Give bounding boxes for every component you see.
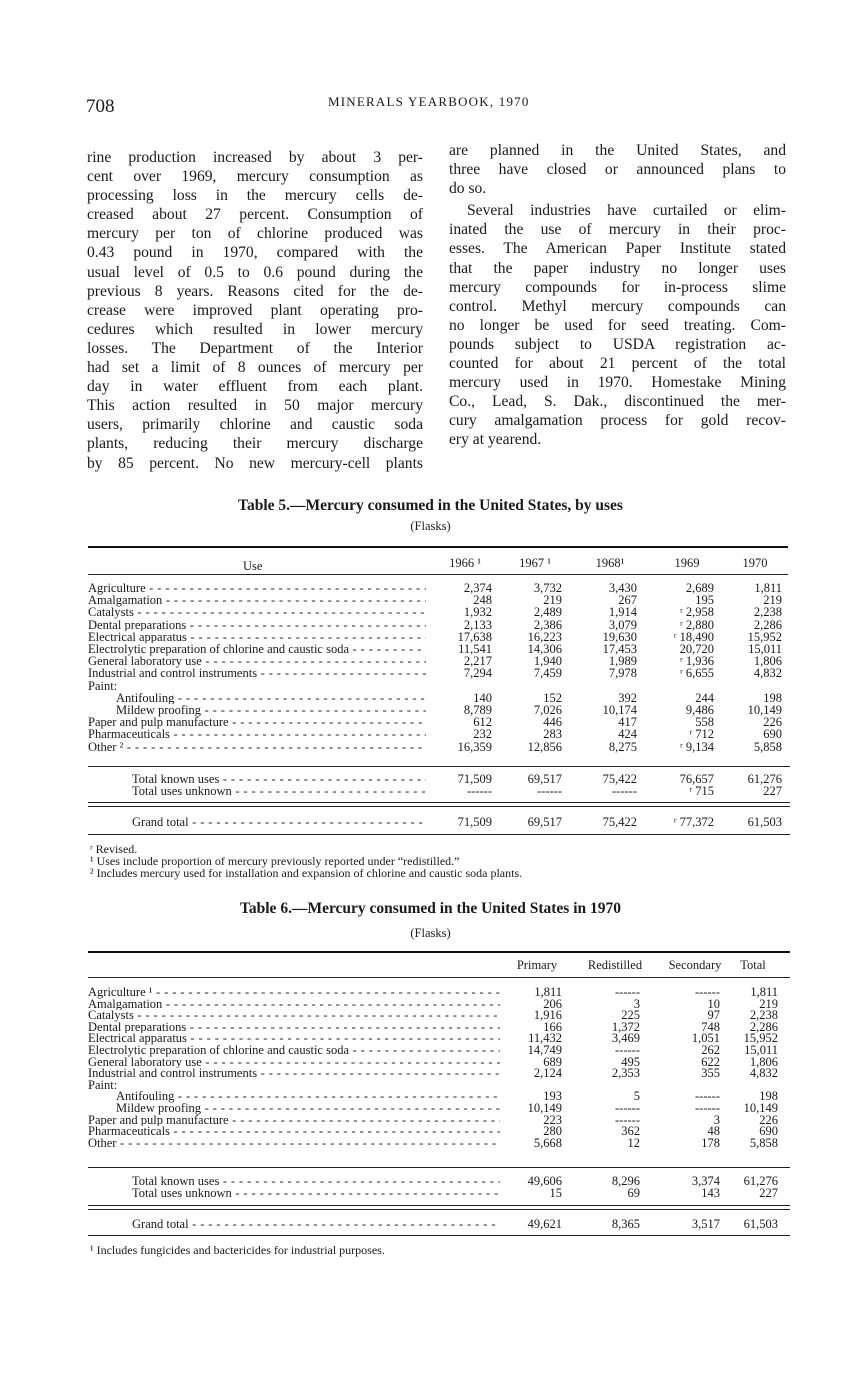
cell-value: 219 [543, 593, 562, 608]
page-number: 708 [86, 96, 115, 117]
row-label: Catalysts - - - [88, 1009, 500, 1022]
cell-value: ------ [615, 1112, 640, 1127]
table-row [88, 680, 826, 693]
cell-value: 267 [618, 593, 637, 608]
row-label: Grand total - - - [88, 1218, 500, 1231]
cell-value: 8,296 [611, 1174, 640, 1188]
cell-value: 3,079 [608, 617, 637, 632]
table5-use-header: Use [243, 559, 263, 573]
cell-value: 622 [701, 1054, 720, 1069]
cell-value: 3,732 [533, 581, 562, 595]
cell-value: 61,503 [747, 815, 782, 829]
cell-value: 17,453 [602, 642, 637, 656]
text-line: Several industries have curtailed or elim- [467, 202, 786, 220]
text-line: ery at yearend. [449, 431, 542, 449]
text-line: previous 8 years. Reasons cited for the de- [87, 282, 423, 300]
row-label: Pharmaceuticals - - - [88, 1125, 500, 1138]
text-line: This action resulted in 50 major mercury [87, 397, 423, 415]
text-line: rine production increased by about 3 per- [87, 149, 423, 166]
cell-value: 8,789 [463, 703, 492, 717]
column-header: 1967 ¹ [519, 556, 551, 570]
cell-value: 69,517 [527, 815, 562, 829]
cell-value: 206 [543, 996, 562, 1011]
text-line: 0.43 pound in 1970, compared with the [87, 244, 423, 262]
table-row [88, 1187, 861, 1200]
cell-value: 75,422 [602, 772, 637, 786]
cell-value: 2,286 [749, 1019, 778, 1034]
row-label: Industrial and control instruments - - - [88, 667, 426, 680]
table-row [88, 606, 826, 619]
text-line: that the paper industry no longer uses [449, 259, 786, 277]
cell-value: 61,503 [743, 1217, 778, 1231]
cell-value: 195 [695, 593, 714, 608]
cell-value: 5 [633, 1089, 640, 1104]
cell-value: 15 [549, 1185, 562, 1200]
cell-value: 48 [707, 1124, 720, 1139]
table-bottom-rule [88, 1235, 790, 1236]
text-line: do so. [449, 180, 487, 198]
cell-value: 4,832 [753, 666, 782, 681]
table-row [88, 816, 826, 829]
row-label: General laboratory use - - - [88, 1056, 500, 1069]
row-label: Total known uses - - - [88, 773, 426, 786]
cell-value: 7,294 [463, 666, 492, 681]
row-label: Dental preparations - - - [88, 619, 426, 632]
text-line: usual level of 0.5 to 0.6 pound during the [87, 263, 423, 281]
cell-value: ʳ 712 [689, 727, 714, 742]
cell-value: 14,306 [527, 642, 562, 656]
text-line: pounds subject to USDA registration ac- [449, 335, 786, 353]
row-label: Total uses unknown - - - [88, 785, 426, 798]
footnote: ʳ Revised. [90, 842, 138, 856]
cell-value: 198 [763, 690, 782, 705]
cell-value: ʳ 6,655 [680, 666, 714, 681]
cell-value: ʳ 18,490 [673, 629, 714, 644]
text-line: cedures which resulted in lower mercury [87, 320, 423, 338]
row-label: Paint: [88, 679, 118, 693]
cell-value: 2,286 [753, 617, 782, 632]
table6-title: Table 6.—Mercury consumed in the United States in 1970 [239, 900, 622, 917]
cell-value: 226 [763, 715, 782, 730]
cell-value: 2,489 [533, 605, 562, 620]
cell-value: 8,365 [611, 1217, 640, 1231]
cell-value: 1,811 [534, 985, 562, 999]
row-label: Dental preparations - - - [88, 1021, 500, 1034]
grand-total-rule [88, 802, 790, 807]
cell-value: ʳ 9,134 [680, 739, 714, 754]
cell-value: 5,858 [749, 1135, 778, 1150]
cell-value: 71,509 [457, 772, 492, 786]
cell-value: 689 [543, 1054, 562, 1069]
table-row [88, 1137, 861, 1150]
cell-value: ʳ 2,958 [680, 605, 714, 620]
cell-value: 5,858 [753, 739, 782, 754]
cell-value: 612 [473, 715, 492, 730]
table-row [88, 785, 826, 798]
cell-value: 219 [763, 593, 782, 608]
footnote: ¹ Uses include proportion of mercury previously reported under “redistilled.” [90, 854, 460, 868]
text-line: creased about 27 percent. Consumption of [87, 206, 423, 224]
cell-value: 2,133 [463, 617, 492, 632]
footnote: ² Includes mercury used for installation and expansion of chlorine and caustic soda plants. [90, 866, 523, 880]
cell-value: 3,517 [691, 1217, 720, 1231]
column-header: 1970 [742, 556, 768, 570]
cell-value: 1,372 [611, 1019, 640, 1034]
cell-value: ------ [695, 985, 720, 999]
cell-value: 17,638 [457, 629, 492, 644]
cell-value: 392 [618, 690, 637, 705]
cell-value: 424 [618, 727, 637, 742]
table5-top-rule [88, 546, 788, 548]
body-text-left-column [87, 148, 423, 473]
row-label: Mildew proofing - - - [88, 704, 426, 717]
cell-value: 49,621 [527, 1217, 562, 1231]
cell-value: ʳ 2,880 [680, 617, 714, 632]
cell-value: ʳ 1,936 [680, 654, 714, 669]
cell-value: 10 [707, 996, 720, 1011]
row-label: Agriculture ¹ - - - [88, 986, 500, 999]
cell-value: 3 [713, 1112, 720, 1127]
cell-value: 9,486 [685, 703, 714, 717]
cell-value: 178 [701, 1135, 720, 1150]
table-bottom-rule [88, 834, 790, 835]
table-row [88, 643, 826, 656]
cell-value: 355 [701, 1066, 720, 1081]
table-row [88, 619, 826, 632]
cell-value: 140 [473, 690, 492, 705]
body-text-right-column [449, 141, 786, 450]
table6-unit: (Flasks) [410, 926, 451, 940]
row-label: Other - - - [88, 1137, 500, 1150]
column-header: Primary [516, 958, 558, 972]
cell-value: 3,374 [691, 1174, 720, 1188]
cell-value: 1,806 [753, 654, 782, 669]
cell-value: 16,223 [527, 629, 562, 644]
cell-value: 558 [695, 715, 714, 730]
totals-rule [88, 766, 790, 767]
cell-value: 219 [759, 996, 778, 1011]
cell-value: 5,668 [533, 1135, 562, 1150]
text-line: mercury per ton of chlorine produced was [87, 225, 423, 243]
cell-value: 495 [621, 1054, 640, 1069]
cell-value: 2,353 [611, 1066, 640, 1081]
cell-value: 15,011 [748, 642, 782, 656]
cell-value: 3 [633, 996, 640, 1011]
cell-value: 248 [473, 593, 492, 608]
cell-value: 15,952 [747, 629, 782, 644]
cell-value: 283 [543, 727, 562, 742]
cell-value: 69,517 [527, 772, 562, 786]
text-line: Co., Lead, S. Dak., discontinued the mer- [449, 393, 786, 411]
table-row [88, 667, 826, 680]
cell-value: 10,174 [602, 703, 637, 717]
text-line: processing loss in the mercury cells de- [87, 187, 423, 205]
cell-value: 69 [627, 1185, 640, 1200]
column-header: 1968¹ [595, 556, 625, 570]
text-line: control. Methyl mercury compounds can [449, 297, 786, 315]
cell-value: 12 [627, 1135, 640, 1150]
cell-value: 166 [543, 1019, 562, 1034]
row-label: Electrical apparatus - - - [88, 1032, 500, 1045]
column-header: 1969 [674, 556, 700, 570]
cell-value: ʳ 715 [689, 784, 714, 799]
text-line: had set a limit of 8 ounces of mercury per [87, 359, 423, 377]
row-label: Paint: [88, 1078, 118, 1092]
table-row [88, 594, 826, 607]
row-label: Electrolytic preparation of chlorine and caustic soda - - - [88, 1044, 500, 1057]
row-label: General laboratory use - - - [88, 655, 426, 668]
table-row [88, 692, 826, 705]
cell-value: 1,806 [749, 1054, 778, 1069]
cell-value: 10,149 [747, 703, 782, 717]
cell-value: 362 [621, 1124, 640, 1139]
cell-value: 2,386 [533, 617, 562, 632]
cell-value: 14,749 [527, 1043, 562, 1057]
cell-value: 8,275 [608, 739, 637, 754]
column-header: 1966 ¹ [449, 556, 481, 570]
cell-value: 1,811 [754, 581, 782, 595]
cell-value: 143 [701, 1185, 720, 1200]
cell-value: 20,720 [679, 642, 714, 656]
row-label: Electrical apparatus - - - [88, 631, 426, 644]
cell-value: 1,916 [533, 1008, 562, 1023]
cell-value: 1,914 [608, 605, 637, 620]
text-line: losses. The Department of the Interior [87, 339, 423, 357]
row-label: Paper and pulp manufacture - - - [88, 716, 426, 729]
cell-value: 262 [701, 1043, 720, 1057]
cell-value: 225 [621, 1008, 640, 1023]
cell-value: 3,430 [608, 581, 637, 595]
row-label: Paper and pulp manufacture - - - [88, 1114, 500, 1127]
cell-value: ------ [612, 784, 637, 799]
cell-value: 227 [763, 784, 782, 799]
row-label: Amalgamation - - - [88, 998, 500, 1011]
cell-value: ------ [537, 784, 562, 799]
table6-top-rule [88, 951, 790, 953]
cell-value: 690 [759, 1124, 778, 1139]
cell-value: 16,359 [457, 739, 492, 754]
cell-value: 2,124 [533, 1066, 562, 1081]
row-label: Catalysts - - - [88, 606, 426, 619]
row-label: Mildew proofing - - - [88, 1102, 500, 1115]
cell-value: ------ [615, 985, 640, 999]
row-label: Industrial and control instruments - - - [88, 1067, 500, 1080]
cell-value: ------ [467, 784, 492, 799]
cell-value: 244 [695, 690, 714, 705]
cell-value: 7,459 [533, 666, 562, 681]
cell-value: 7,978 [608, 666, 637, 681]
cell-value: 232 [473, 727, 492, 742]
text-line: are planned in the United States, and [449, 142, 786, 159]
cell-value: 226 [759, 1112, 778, 1127]
text-line: counted for about 21 percent of the total [449, 355, 786, 373]
cell-value: 198 [759, 1089, 778, 1104]
cell-value: 97 [707, 1008, 720, 1023]
cell-value: 12,856 [527, 739, 562, 754]
column-header: Secondary [668, 958, 722, 972]
text-line: cury amalgamation process for gold recov- [449, 412, 786, 430]
table-row [88, 716, 826, 729]
row-label: Antifouling - - - [88, 1090, 500, 1103]
cell-value: 2,374 [463, 581, 492, 595]
cell-value: 61,276 [743, 1174, 778, 1188]
row-label: Total uses unknown - - - [88, 1187, 500, 1200]
cell-value: 193 [543, 1089, 562, 1104]
cell-value: 11,541 [458, 642, 492, 656]
cell-value: 2,238 [753, 605, 782, 620]
table5-header-rule [88, 574, 788, 575]
cell-value: 223 [543, 1112, 562, 1127]
table-row [88, 773, 826, 786]
cell-value: 1,940 [533, 654, 562, 669]
cell-value: 227 [759, 1185, 778, 1200]
cell-value: 4,832 [749, 1066, 778, 1081]
row-label: Amalgamation - - - [88, 594, 426, 607]
text-line: day in water effluent from each plant. [87, 378, 423, 396]
table-row [88, 655, 826, 668]
cell-value: 690 [763, 727, 782, 742]
cell-value: 446 [543, 715, 562, 730]
cell-value: 1,811 [750, 985, 778, 999]
cell-value: 15,952 [743, 1031, 778, 1046]
table-row [88, 631, 826, 644]
cell-value: 2,217 [463, 654, 492, 669]
column-header: Redistilled [587, 958, 643, 972]
cell-value: 1,051 [691, 1031, 720, 1046]
text-line: mercury used in 1970. Homestake Mining [449, 374, 786, 392]
cell-value: 2,238 [749, 1008, 778, 1023]
cell-value: 1,932 [463, 605, 492, 620]
row-label: Total known uses - - - [88, 1175, 500, 1188]
row-label: Agriculture - - - [88, 582, 426, 595]
table5-title: Table 5.—Mercury consumed in the United States, by uses [238, 497, 623, 514]
cell-value: 152 [543, 690, 562, 705]
cell-value: ------ [695, 1101, 720, 1115]
cell-value: 1,989 [608, 654, 637, 669]
cell-value: 76,657 [679, 772, 714, 786]
totals-rule [88, 1167, 790, 1168]
cell-value: 10,149 [527, 1101, 562, 1115]
cell-value: 15,011 [744, 1043, 778, 1057]
row-label: Other ² - - - [88, 741, 426, 754]
column-header: Total [740, 958, 766, 972]
cell-value: 71,509 [457, 815, 492, 829]
text-line: no longer be used for seed treating. Com- [449, 316, 786, 334]
row-label: Electrolytic preparation of chlorine and caustic soda - - - [88, 643, 426, 656]
cell-value: 10,149 [743, 1101, 778, 1115]
grand-total-rule [88, 1205, 790, 1210]
running-head: MINERALS YEARBOOK, 1970 [328, 94, 530, 109]
cell-value: 2,689 [685, 581, 714, 595]
table-row [88, 741, 826, 754]
cell-value: 748 [701, 1019, 720, 1034]
text-line: users, primarily chlorine and caustic soda [87, 416, 423, 434]
table-row [88, 582, 826, 595]
text-line: plants, reducing their mercury discharge [87, 435, 423, 453]
cell-value: 49,606 [527, 1174, 562, 1188]
row-label: Antifouling - - - [88, 692, 426, 705]
table6-header-rule [88, 977, 790, 978]
cell-value: 75,422 [602, 815, 637, 829]
text-line: cent over 1969, mercury consumption as [87, 168, 423, 186]
text-line: three have closed or announced plans to [449, 161, 786, 179]
text-line: crease were improved plant operating pro- [87, 301, 423, 319]
row-label: Grand total - - - [88, 816, 426, 829]
table-row [88, 1218, 861, 1231]
cell-value: 280 [543, 1124, 562, 1139]
footnote: ¹ Includes fungicides and bactericides for industrial purposes. [90, 1243, 385, 1257]
cell-value: 61,276 [747, 772, 782, 786]
cell-value: 7,026 [533, 703, 562, 717]
cell-value: 417 [618, 715, 637, 730]
row-label: Pharmaceuticals - - - [88, 728, 426, 741]
cell-value: ------ [695, 1089, 720, 1104]
text-line: by 85 percent. No new mercury-cell plants [87, 454, 423, 472]
table-row [88, 728, 826, 741]
table5-unit: (Flasks) [410, 519, 451, 533]
cell-value: 19,630 [602, 629, 637, 644]
cell-value: 3,469 [611, 1031, 640, 1046]
text-line: inated the use of mercury in their proc- [449, 221, 786, 239]
table-row [88, 704, 826, 717]
cell-value: ʳ 77,372 [673, 815, 714, 829]
cell-value: ------ [615, 1043, 640, 1057]
text-line: esses. The American Paper Institute stated [449, 240, 786, 258]
text-line: mercury compounds for in-process slime [449, 278, 786, 296]
cell-value: ------ [615, 1101, 640, 1115]
cell-value: 11,432 [528, 1031, 562, 1046]
